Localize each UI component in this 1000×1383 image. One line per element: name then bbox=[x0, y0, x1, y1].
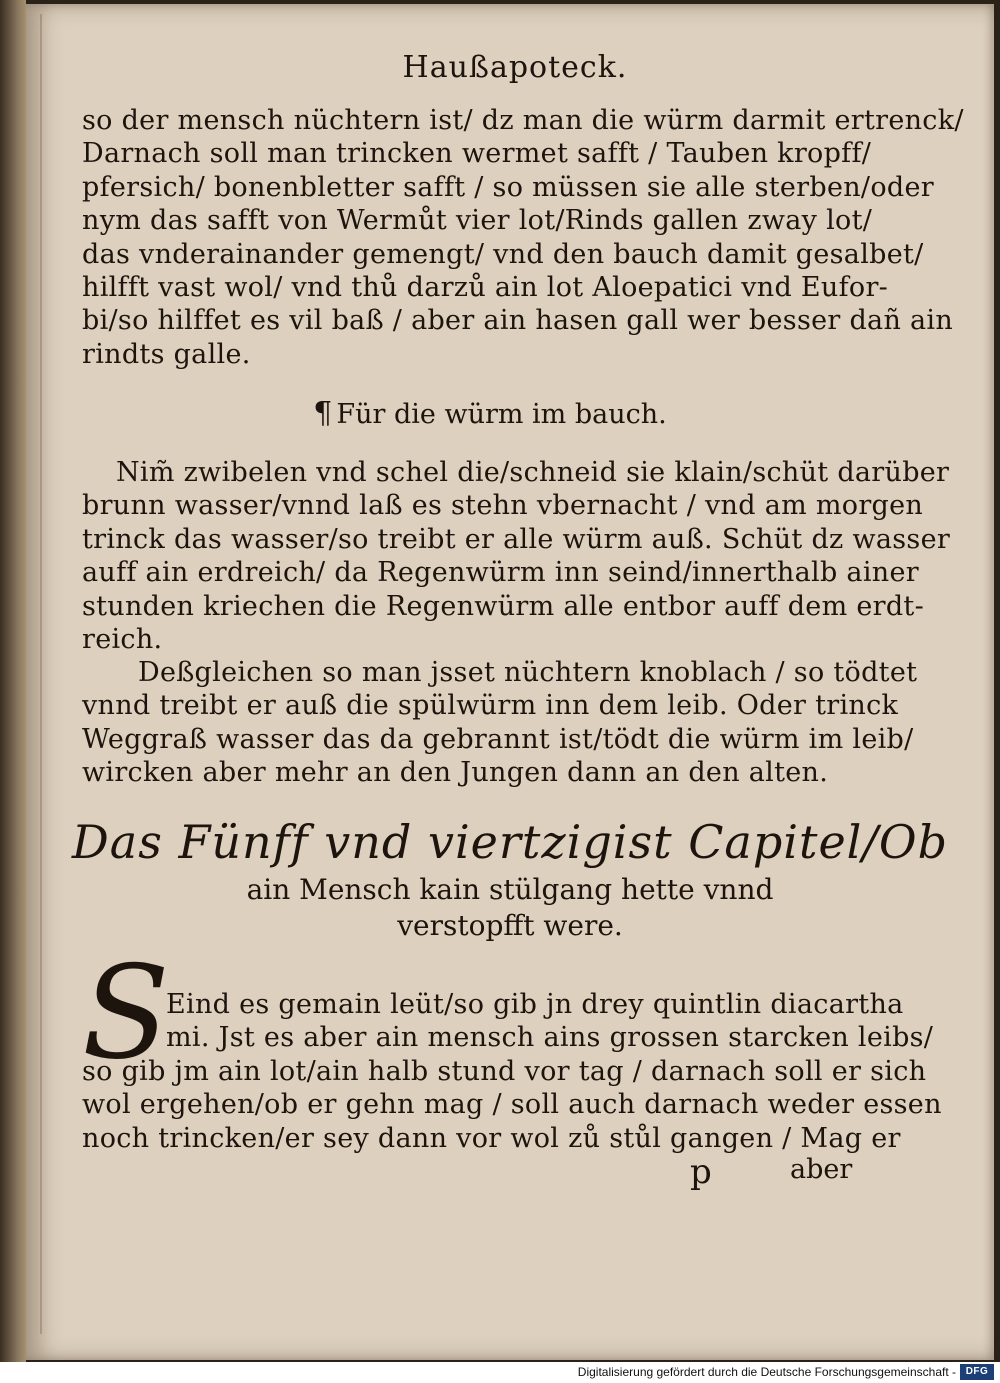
paragraph-4 bbox=[82, 988, 942, 1155]
drop-cap-initial: S bbox=[82, 939, 170, 1088]
paragraph-2 bbox=[82, 456, 951, 656]
book-page bbox=[26, 4, 994, 1360]
text-line: noch trincken/er sey dann vor wol zů stůl gangen / Mag er bbox=[82, 1122, 901, 1154]
pilcrow-mark: ¶ bbox=[313, 396, 333, 431]
text-line: wol ergehen/ob er gehn mag / soll auch darnach weder essen bbox=[82, 1089, 942, 1121]
text-line: Darnach soll man trincken wermet safft / Tauben kropff/ bbox=[82, 138, 872, 170]
signature-mark: p bbox=[690, 1152, 712, 1192]
chapter-title bbox=[26, 812, 994, 944]
text-line: trinck das wasser/so treibt er alle würm auß. Schüt dz wasser bbox=[82, 523, 951, 555]
section-heading-text: Für die würm im bauch. bbox=[336, 399, 667, 430]
text-line: Eind es gemain leüt/so gib jn drey quintlin diacartha bbox=[166, 989, 904, 1020]
running-head: Haußapoteck. bbox=[402, 50, 628, 85]
catchword: aber bbox=[790, 1154, 853, 1185]
paragraph-3 bbox=[82, 656, 918, 790]
text-line: Deßgleichen so man jsset nüchtern knoblach / so tödtet bbox=[138, 657, 918, 688]
text-line: hilfft vast wol/ vnd thů darzů ain lot Aloepatici vnd Eufor- bbox=[82, 272, 889, 304]
dfg-logo: DFG bbox=[960, 1364, 994, 1380]
footer-bar bbox=[0, 1362, 1000, 1383]
text-line: pfersich/ bonenbletter safft / so müssen sie alle sterben/oder bbox=[82, 171, 934, 203]
text-line: so gib jm ain lot/ain halb stund vor tag / darnach soll er sich bbox=[82, 1055, 927, 1087]
paragraph-1 bbox=[82, 104, 964, 371]
text-line: wircken aber mehr an den Jungen dann an den alten. bbox=[82, 757, 829, 789]
text-line: so der mensch nüchtern ist/ dz man die würm darmit ertrenck/ bbox=[82, 105, 964, 136]
text-line: stunden kriechen die Regenwürm alle entbor auff dem erdt- bbox=[82, 590, 925, 622]
text-line: Weggraß wasser das da gebrannt ist/tödt die würm im leib/ bbox=[82, 723, 914, 755]
text-line: rindts galle. bbox=[82, 338, 251, 370]
text-line: auff ain erdreich/ da Regenwürm inn seind/innerthalb ainer bbox=[82, 557, 919, 589]
text-line: vnnd treibt er auß die spülwürm inn dem leib. Oder trinck bbox=[82, 690, 899, 722]
text-line: brunn wasser/vnnd laß es stehn vbernacht / vnd am morgen bbox=[82, 490, 924, 522]
chapter-title-line: Das Fünff vnd viertzigist Capitel/Ob bbox=[71, 815, 949, 869]
text-line: reich. bbox=[82, 624, 163, 656]
funding-credit: Digitalisierung gefördert durch die Deutsche Forschungsgemeinschaft - bbox=[577, 1365, 956, 1379]
text-line: Nim̃ zwibelen vnd schel die/schneid sie klain/schüt darüber bbox=[116, 457, 950, 488]
chapter-title-line: ain Mensch kain stülgang hette vnnd bbox=[246, 873, 774, 906]
chapter-title-line: verstopfft were. bbox=[397, 909, 623, 942]
text-line: das vnderainander gemengt/ vnd den bauch damit gesalbet/ bbox=[82, 238, 924, 270]
book-binding bbox=[0, 0, 26, 1362]
section-heading bbox=[26, 396, 994, 431]
text-line: mi. Jst es aber ain mensch ains grossen starcken leibs/ bbox=[166, 1022, 934, 1054]
text-line: bi/so hilffet es vil baß / aber ain hasen gall wer besser dañ ain bbox=[82, 305, 954, 337]
text-line: nym das safft von Wermůt vier lot/Rinds gallen zway lot/ bbox=[82, 205, 873, 237]
